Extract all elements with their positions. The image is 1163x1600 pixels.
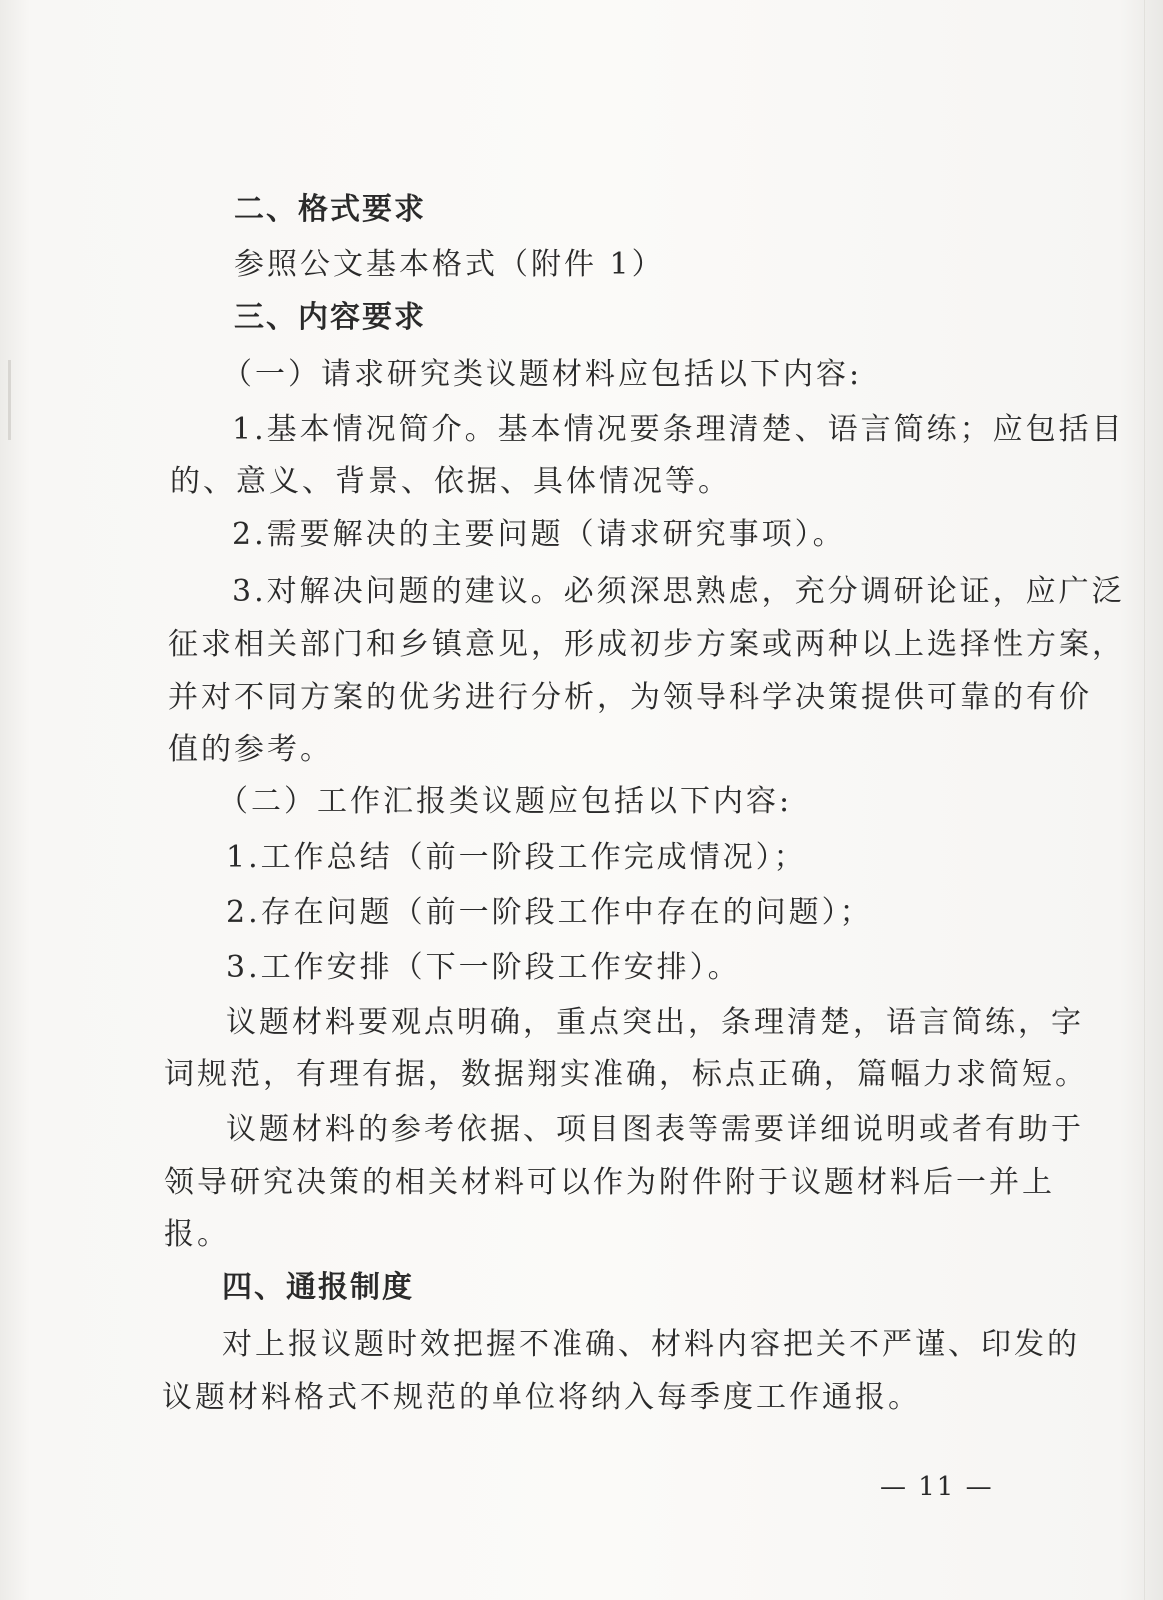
paragraph-line: 2.存在问题（前一阶段工作中存在的问题）； <box>226 895 873 930</box>
paragraph-line: 词规范，有理有据，数据翔实准确，标点正确，篇幅力求简短。 <box>164 1057 1088 1092</box>
subsection-heading-research: （一）请求研究类议题材料应包括以下内容: <box>222 357 863 392</box>
format-text: 参照公文基本格式（附件 1） <box>234 247 665 282</box>
page-number: — 11 — <box>880 1472 994 1502</box>
paragraph-line: 1.工作总结（前一阶段工作完成情况）； <box>226 840 807 875</box>
section-heading-notice: 四、通报制度 <box>222 1270 414 1305</box>
paragraph-line: 报。 <box>164 1217 230 1252</box>
paragraph-line: 3.对解决问题的建议。必须深思熟虑，充分调研论证，应广泛 <box>232 574 1125 609</box>
paragraph-line: 并对不同方案的优劣进行分析，为领导科学决策提供可靠的有价 <box>168 680 1092 715</box>
paragraph-line: 3.工作安排（下一阶段工作安排）。 <box>226 950 741 985</box>
paragraph-line: 征求相关部门和乡镇意见，形成初步方案或两种以上选择性方案， <box>168 627 1125 662</box>
paragraph-line: 2.需要解决的主要问题（请求研究事项）。 <box>232 517 846 552</box>
paragraph-line: 议题材料要观点明确，重点突出，条理清楚，语言简练，字 <box>226 1005 1084 1040</box>
paragraph-line: 议题材料的参考依据、项目图表等需要详细说明或者有助于 <box>226 1112 1084 1147</box>
paragraph-line: 值的参考。 <box>168 732 333 767</box>
paragraph-line: 1.基本情况简介。基本情况要条理清楚、语言简练；应包括目 <box>232 412 1125 447</box>
section-heading-content: 三、内容要求 <box>234 300 426 335</box>
paragraph-line: 的、意义、背景、依据、具体情况等。 <box>170 464 731 499</box>
paragraph-line: 领导研究决策的相关材料可以作为附件附于议题材料后一并上 <box>164 1165 1055 1200</box>
section-heading-format: 二、格式要求 <box>234 192 426 227</box>
paragraph-line: 对上报议题时效把握不准确、材料内容把关不严谨、印发的 <box>222 1327 1080 1362</box>
paragraph-line: 议题材料格式不规范的单位将纳入每季度工作通报。 <box>162 1380 921 1415</box>
subsection-heading-report: （二）工作汇报类议题应包括以下内容: <box>218 784 793 819</box>
